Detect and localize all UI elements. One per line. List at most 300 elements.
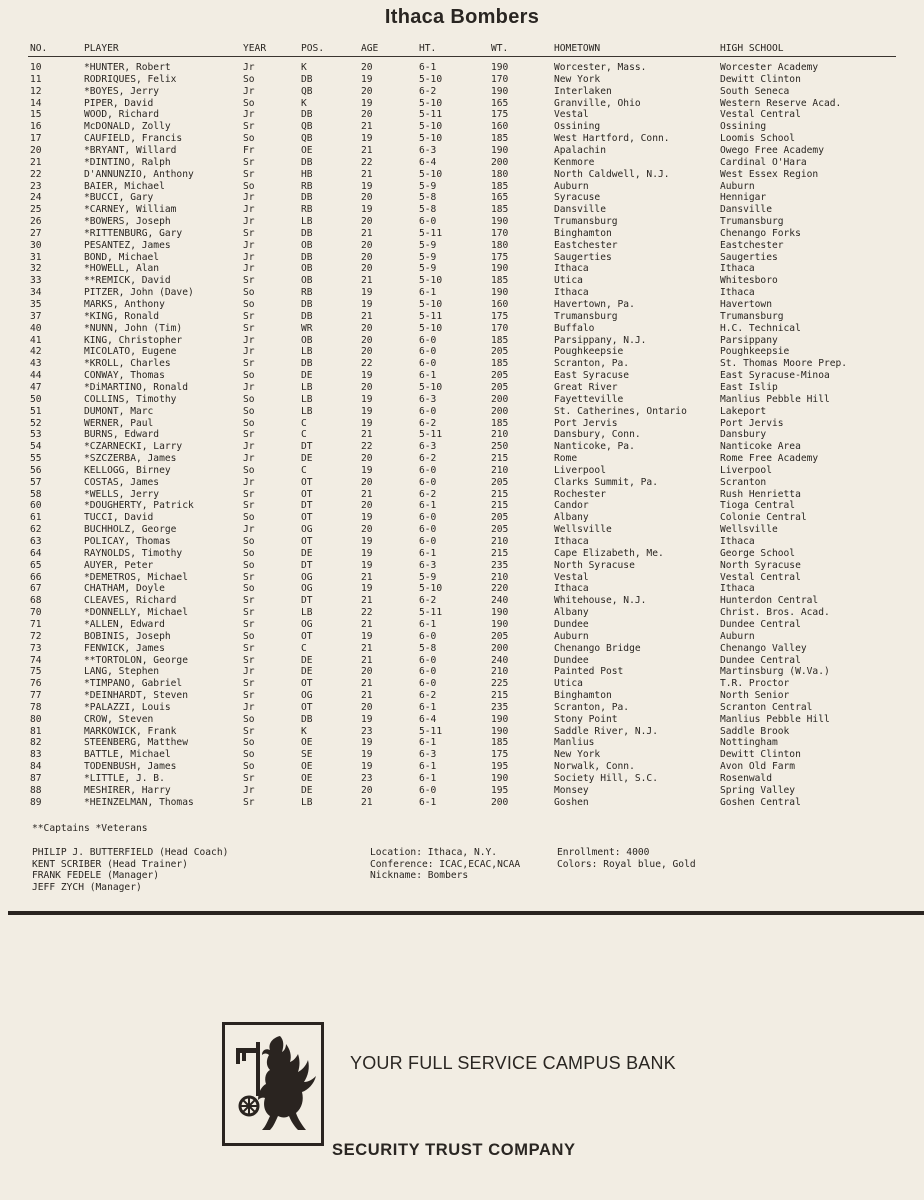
table-row (0, 157, 924, 169)
player-weight: 235 (491, 559, 509, 571)
player-height: 6-0 (419, 524, 437, 536)
page-title: Ithaca Bombers (384, 6, 540, 28)
player-high-school: Scranton (720, 476, 767, 488)
player-name: MARKS, Anthony (84, 299, 165, 310)
player-year: Jr (243, 334, 255, 346)
table-row (0, 453, 924, 465)
player-name: *BRYANT, Willard (84, 144, 177, 156)
player-hometown: Wellsville (554, 524, 612, 536)
player-name: MARKOWICK, Frank (84, 725, 177, 737)
player-high-school: Owego Free Academy (720, 144, 824, 156)
player-age: 21 (361, 121, 373, 133)
player-high-school: Chenango Forks (720, 227, 801, 239)
player-height: 6-1 (419, 547, 437, 559)
player-age: 20 (361, 85, 373, 97)
player-weight: 160 (491, 121, 509, 133)
player-year: So (243, 133, 255, 145)
player-high-school: Dansbury (720, 429, 767, 441)
player-height: 6-4 (419, 156, 437, 168)
player-position: DB (301, 109, 313, 121)
player-height: 6-1 (419, 62, 437, 73)
player-hometown: Dundee (554, 654, 589, 666)
player-height: 5-9 (419, 263, 437, 275)
player-high-school: Colonie Central (720, 512, 807, 524)
player-hometown: Clarks Summit, Pa. (554, 476, 658, 488)
player-height: 6-2 (419, 488, 437, 500)
table-row (0, 358, 924, 370)
player-age: 21 (361, 654, 373, 666)
col-player: PLAYER (84, 43, 119, 54)
player-number: 10 (30, 62, 42, 73)
player-year: Fr (243, 144, 255, 156)
player-weight: 190 (491, 725, 509, 737)
table-row (0, 655, 924, 667)
player-position: OG (301, 571, 313, 583)
player-position: OB (301, 275, 313, 287)
player-number: 61 (30, 512, 42, 524)
player-age: 21 (361, 690, 373, 702)
player-hometown: New York (554, 749, 601, 761)
player-height: 6-1 (419, 500, 437, 512)
table-row (0, 263, 924, 275)
player-weight: 170 (491, 227, 509, 239)
colors: Colors: Royal blue, Gold (557, 858, 696, 870)
player-hometown: Ithaca (554, 536, 589, 547)
player-year: Jr (243, 251, 255, 263)
player-weight: 190 (491, 216, 509, 228)
player-name: D'ANNUNZIO, Anthony (84, 168, 194, 180)
player-weight: 185 (491, 417, 509, 429)
player-position: RB (301, 204, 313, 216)
player-year: Sr (243, 488, 255, 500)
player-height: 5-11 (419, 429, 443, 441)
player-weight: 190 (491, 85, 509, 97)
player-age: 21 (361, 642, 373, 654)
player-number: 62 (30, 524, 42, 536)
table-row (0, 524, 924, 536)
player-name: **REMICK, David (84, 275, 171, 287)
player-age: 21 (361, 618, 373, 630)
player-high-school: Ithaca (720, 263, 755, 275)
player-position: OT (301, 630, 313, 642)
player-hometown: Society Hill, S.C. (554, 773, 658, 784)
player-position: QB (301, 121, 313, 133)
player-number: 50 (30, 393, 42, 405)
player-age: 20 (361, 62, 373, 73)
player-name: *DiMARTINO, Ronald (84, 381, 188, 393)
player-number: 81 (30, 725, 42, 737)
player-height: 6-1 (419, 287, 437, 299)
player-position: OG (301, 524, 313, 536)
player-hometown: Dansbury, Conn. (554, 429, 641, 441)
player-name: *DEMETROS, Michael (84, 571, 188, 583)
player-high-school: West Essex Region (720, 168, 819, 180)
player-number: 43 (30, 358, 42, 370)
player-age: 20 (361, 239, 373, 251)
player-height: 6-0 (419, 630, 437, 642)
table-row (0, 702, 924, 714)
player-year: Jr (243, 524, 255, 536)
player-hometown: Buffalo (554, 322, 595, 334)
player-number: 74 (30, 654, 42, 666)
player-year: Jr (243, 204, 255, 216)
player-height: 6-1 (419, 773, 437, 784)
player-weight: 200 (491, 156, 509, 168)
player-year: Jr (243, 109, 255, 121)
player-hometown: Saddle River, N.J. (554, 725, 658, 737)
player-age: 20 (361, 334, 373, 346)
player-name: *LITTLE, J. B. (84, 773, 165, 784)
player-height: 5-11 (419, 725, 443, 737)
player-weight: 170 (491, 322, 509, 334)
player-number: 87 (30, 773, 42, 784)
player-weight: 215 (491, 690, 509, 702)
player-position: K (301, 725, 307, 737)
player-year: Sr (243, 725, 255, 737)
player-position: OT (301, 536, 313, 547)
player-name: *WELLS, Jerry (84, 488, 160, 500)
player-hometown: Ossining (554, 121, 601, 133)
player-name: *RITTENBURG, Gary (84, 227, 183, 239)
player-height: 5-11 (419, 607, 443, 619)
player-hometown: Poughkeepsie (554, 346, 624, 358)
table-row (0, 275, 924, 287)
player-hometown: Great River (554, 381, 618, 393)
table-row (0, 761, 924, 773)
player-weight: 175 (491, 749, 509, 761)
col-pos: POS. (301, 43, 325, 54)
player-year: Jr (243, 381, 255, 393)
player-high-school: Ithaca (720, 287, 755, 299)
player-height: 6-1 (419, 796, 437, 808)
table-row (0, 323, 924, 335)
player-position: C (301, 464, 307, 476)
player-age: 19 (361, 512, 373, 524)
player-height: 6-1 (419, 701, 437, 713)
player-height: 5-9 (419, 251, 437, 263)
player-position: OE (301, 761, 313, 773)
bank-slogan: YOUR FULL SERVICE CAMPUS BANK (350, 1053, 676, 1073)
player-position: OT (301, 512, 313, 524)
player-number: 67 (30, 583, 42, 595)
player-number: 47 (30, 381, 42, 393)
player-year: Sr (243, 168, 255, 180)
player-height: 5-9 (419, 571, 437, 583)
player-year: Sr (243, 322, 255, 334)
player-height: 6-1 (419, 761, 437, 773)
col-age: AGE (361, 43, 379, 54)
player-height: 5-10 (419, 299, 443, 310)
player-weight: 185 (491, 737, 509, 749)
player-weight: 210 (491, 536, 509, 547)
player-height: 5-10 (419, 133, 443, 145)
player-height: 6-1 (419, 618, 437, 630)
player-age: 20 (361, 381, 373, 393)
player-weight: 215 (491, 453, 509, 465)
player-hometown: Scranton, Pa. (554, 358, 630, 370)
player-high-school: Saugerties (720, 251, 778, 263)
table-row (0, 74, 924, 86)
player-high-school: St. Thomas Moore Prep. (720, 358, 848, 370)
player-name: LANG, Stephen (84, 666, 160, 678)
player-weight: 210 (491, 571, 509, 583)
player-name: *BUCCI, Gary (84, 192, 154, 204)
player-high-school: Auburn (720, 630, 755, 642)
player-height: 6-2 (419, 595, 437, 607)
player-high-school: Christ. Bros. Acad. (720, 607, 830, 619)
table-row (0, 560, 924, 572)
player-height: 5-10 (419, 275, 443, 287)
table-row (0, 335, 924, 347)
legend: **Captains *Veterans (32, 823, 148, 834)
player-age: 21 (361, 571, 373, 583)
staff-item: KENT SCRIBER (Head Trainer) (32, 858, 188, 870)
table-row (0, 240, 924, 252)
player-height: 6-0 (419, 358, 437, 370)
player-age: 20 (361, 476, 373, 488)
player-position: DB (301, 73, 313, 85)
table-row (0, 749, 924, 761)
col-no: NO. (30, 43, 48, 54)
table-row (0, 121, 924, 133)
player-weight: 205 (491, 381, 509, 393)
player-height: 6-0 (419, 666, 437, 678)
player-high-school: Martinsburg (W.Va.) (720, 666, 830, 678)
player-height: 6-0 (419, 512, 437, 524)
player-year: Sr (243, 642, 255, 654)
player-age: 19 (361, 73, 373, 85)
player-name: CHATHAM, Doyle (84, 583, 165, 595)
player-name: BUCHHOLZ, George (84, 524, 177, 536)
player-number: 64 (30, 547, 42, 559)
player-high-school: Whitesboro (720, 275, 778, 287)
player-height: 5-10 (419, 121, 443, 133)
player-name: WOOD, Richard (84, 109, 160, 121)
player-name: TODENBUSH, James (84, 761, 177, 773)
player-high-school: Havertown (720, 299, 772, 310)
player-height: 6-4 (419, 713, 437, 725)
player-age: 22 (361, 358, 373, 370)
player-position: C (301, 417, 307, 429)
table-row (0, 441, 924, 453)
player-weight: 160 (491, 299, 509, 310)
player-high-school: Spring Valley (720, 784, 796, 796)
player-number: 16 (30, 121, 42, 133)
table-row (0, 133, 924, 145)
player-height: 5-10 (419, 168, 443, 180)
player-high-school: Manlius Pebble Hill (720, 713, 830, 725)
player-name: DUMONT, Marc (84, 405, 154, 417)
player-weight: 240 (491, 654, 509, 666)
player-high-school: Worcester Academy (720, 62, 819, 73)
player-year: So (243, 299, 255, 310)
player-age: 21 (361, 168, 373, 180)
player-hometown: Ithaca (554, 583, 589, 595)
player-number: 65 (30, 559, 42, 571)
player-hometown: Rochester (554, 488, 606, 500)
player-high-school: Wellsville (720, 524, 778, 536)
col-ht: HT. (419, 43, 437, 54)
table-row (0, 86, 924, 98)
player-age: 19 (361, 405, 373, 417)
player-high-school: Hunterdon Central (720, 595, 819, 607)
player-number: 76 (30, 678, 42, 690)
player-high-school: Cardinal O'Hara (720, 156, 807, 168)
player-year: Jr (243, 346, 255, 358)
col-year: YEAR (243, 43, 267, 54)
player-weight: 225 (491, 678, 509, 690)
player-high-school: Dundee Central (720, 618, 801, 630)
player-year: Sr (243, 227, 255, 239)
table-row (0, 62, 924, 74)
player-number: 32 (30, 263, 42, 275)
player-hometown: Parsippany, N.J. (554, 334, 647, 346)
player-position: RB (301, 180, 313, 192)
table-row (0, 477, 924, 489)
player-weight: 185 (491, 133, 509, 145)
player-number: 57 (30, 476, 42, 488)
player-name: CONWAY, Thomas (84, 370, 165, 382)
player-number: 27 (30, 227, 42, 239)
table-row (0, 595, 924, 607)
player-age: 20 (361, 701, 373, 713)
table-row (0, 370, 924, 382)
player-hometown: Havertown, Pa. (554, 299, 635, 310)
player-high-school: Trumansburg (720, 310, 784, 322)
player-number: 70 (30, 607, 42, 619)
enrollment: Enrollment: 4000 (557, 847, 650, 858)
player-weight: 205 (491, 346, 509, 358)
player-age: 20 (361, 500, 373, 512)
player-position: DB (301, 358, 313, 370)
table-row (0, 145, 924, 157)
player-year: Sr (243, 654, 255, 666)
player-number: 63 (30, 536, 42, 547)
player-year: Jr (243, 666, 255, 678)
player-year: So (243, 393, 255, 405)
player-hometown: Eastchester (554, 239, 618, 251)
player-year: Sr (243, 156, 255, 168)
player-name: CAUFIELD, Francis (84, 133, 183, 145)
player-age: 19 (361, 464, 373, 476)
player-hometown: Granville, Ohio (554, 97, 641, 109)
player-number: 82 (30, 737, 42, 749)
table-row (0, 311, 924, 323)
player-weight: 200 (491, 796, 509, 808)
player-number: 66 (30, 571, 42, 583)
player-year: Sr (243, 275, 255, 287)
table-row (0, 465, 924, 477)
griffin-crest-icon (222, 1022, 324, 1146)
player-year: Jr (243, 784, 255, 796)
player-weight: 210 (491, 429, 509, 441)
player-hometown: Port Jervis (554, 417, 618, 429)
player-number: 20 (30, 144, 42, 156)
player-year: Jr (243, 701, 255, 713)
player-position: HB (301, 168, 313, 180)
player-age: 19 (361, 583, 373, 595)
player-year: Jr (243, 441, 255, 453)
player-position: LB (301, 796, 313, 808)
player-name: STEENBERG, Matthew (84, 737, 188, 749)
player-number: 35 (30, 299, 42, 310)
player-high-school: T.R. Proctor (720, 678, 790, 690)
player-year: Jr (243, 476, 255, 488)
player-height: 5-11 (419, 310, 443, 322)
player-hometown: New York (554, 73, 601, 85)
player-number: 11 (30, 73, 42, 85)
player-year: So (243, 417, 255, 429)
player-height: 6-2 (419, 85, 437, 97)
table-row (0, 500, 924, 512)
player-year: Sr (243, 607, 255, 619)
player-position: DT (301, 559, 313, 571)
player-position: OE (301, 737, 313, 749)
player-number: 83 (30, 749, 42, 761)
player-number: 56 (30, 464, 42, 476)
player-hometown: Goshen (554, 796, 589, 808)
player-age: 21 (361, 796, 373, 808)
player-height: 5-10 (419, 73, 443, 85)
table-row (0, 169, 924, 181)
player-age: 19 (361, 630, 373, 642)
player-number: 15 (30, 109, 42, 121)
player-height: 5-10 (419, 322, 443, 334)
player-height: 5-11 (419, 109, 443, 121)
player-age: 19 (361, 180, 373, 192)
player-age: 19 (361, 749, 373, 761)
player-age: 21 (361, 678, 373, 690)
table-row (0, 690, 924, 702)
table-row (0, 666, 924, 678)
player-position: DE (301, 547, 313, 559)
player-weight: 240 (491, 595, 509, 607)
player-number: 17 (30, 133, 42, 145)
player-number: 88 (30, 784, 42, 796)
col-wt: WT. (491, 43, 509, 54)
player-number: 80 (30, 713, 42, 725)
player-year: Sr (243, 690, 255, 702)
staff-item: JEFF ZYCH (Manager) (32, 881, 142, 893)
player-year: So (243, 405, 255, 417)
table-row (0, 548, 924, 560)
player-age: 20 (361, 784, 373, 796)
player-weight: 220 (491, 583, 509, 595)
table-row (0, 204, 924, 216)
player-number: 41 (30, 334, 42, 346)
player-position: K (301, 97, 307, 109)
player-height: 6-0 (419, 654, 437, 666)
player-number: 71 (30, 618, 42, 630)
player-position: DE (301, 654, 313, 666)
player-number: 84 (30, 761, 42, 773)
player-year: Jr (243, 192, 255, 204)
player-high-school: East Islip (720, 381, 778, 393)
player-height: 6-0 (419, 784, 437, 796)
player-hometown: Whitehouse, N.J. (554, 595, 647, 607)
player-year: So (243, 370, 255, 382)
player-name: *DINTINO, Ralph (84, 156, 171, 168)
table-row (0, 572, 924, 584)
player-name: TUCCI, David (84, 512, 154, 524)
col-hometown: HOMETOWN (554, 43, 601, 54)
player-name: *CARNEY, William (84, 204, 177, 216)
player-name: KELLOGG, Birney (84, 464, 171, 476)
roster-header (0, 43, 924, 55)
player-hometown: Apalachin (554, 144, 606, 156)
player-hometown: Scranton, Pa. (554, 701, 630, 713)
player-hometown: Binghamton (554, 227, 612, 239)
